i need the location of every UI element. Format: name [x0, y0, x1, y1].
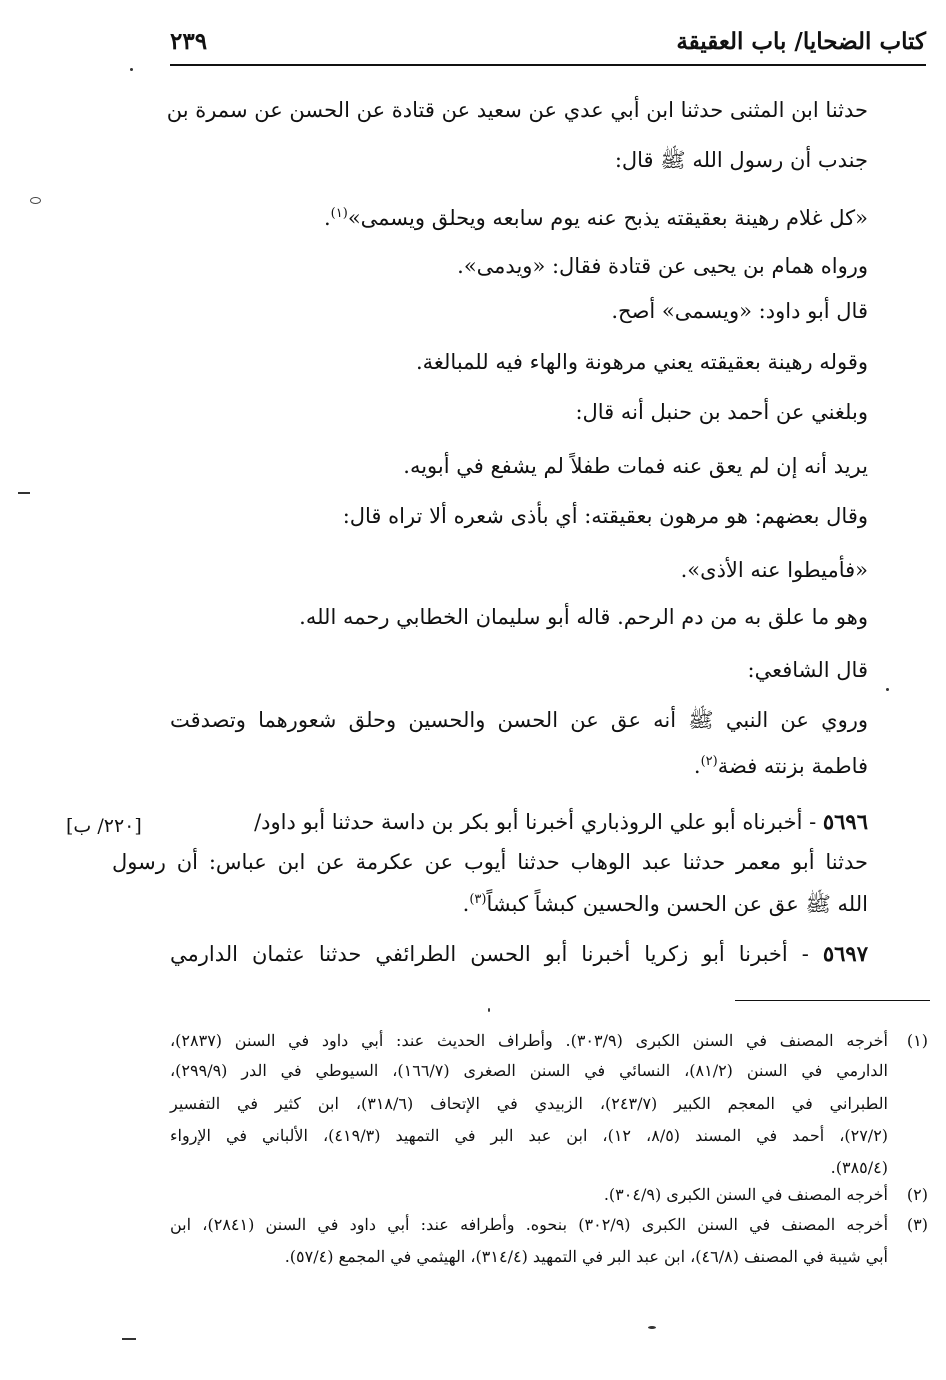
hadith-quote	[170, 200, 868, 232]
footnote-ref: (٢)	[700, 754, 718, 769]
footnote-ref: (٣)	[469, 892, 487, 907]
text-line: يريد أنه إن لم يعق عنه فمات طفلاً لم يشفع في أبويه.	[403, 454, 868, 478]
footnote-text: أخرجه المصنف في السنن الكبرى (٣٠٢/٩) بنحوه. وأطرافه عند: أبي داود في السنن (٢٨٤١)، ابن	[170, 1215, 889, 1234]
scan-speck	[886, 688, 889, 691]
text-line: قال الشافعي:	[747, 658, 868, 682]
footnote-text: (٢٧/٢)، أحمد في المسند (٨/٥، ١٢)، ابن عبد البر في التمهيد (٤١٩/٣)، الألباني في الإرواء	[170, 1126, 889, 1145]
text-line: وقال بعضهم: هو مرهون بعقيقته: أي بأذى شعره ألا تراه قال:	[342, 504, 868, 528]
text-line: ورواه همام بن يحيى عن قتادة فقال: «ويدمى».	[457, 254, 868, 278]
scan-speck	[488, 1008, 490, 1012]
footnote-number: (٣)	[906, 1215, 928, 1234]
text-line: قال أبو داود: «ويسمى» أصح.	[611, 299, 868, 323]
quote-text: «كل غلام رهينة بعقيقته يذبح عنه يوم سابعه ويحلق ويسمى»	[347, 206, 868, 230]
footnote-text: أخرجه المصنف في السنن الكبرى (٣٠٤/٩).	[603, 1185, 888, 1204]
text-line: «فأميطوا عنه الأذى».	[680, 558, 868, 582]
scan-speck	[30, 197, 41, 204]
header-rule	[170, 64, 926, 66]
text-line: حدثنا أبو معمر حدثنا عبد الوهاب حدثنا أيوب عن عكرمة عن ابن عباس: أن رسول	[112, 850, 868, 874]
footnote-number: (١)	[906, 1031, 928, 1050]
footnote-text: الدارمي في السنن (٨١/٢)، النسائي في السنن الصغرى (١٦٦/٧)، السيوطي في الدر (٢٩٩/٩)،	[170, 1061, 889, 1080]
footnote-text: أخرجه المصنف في السنن الكبرى (٣٠٣/٩). وأطراف الحديث عند: أبي داود في السنن (٢٨٣٧)،	[170, 1031, 889, 1050]
hadith-5696	[185, 808, 868, 836]
page-number: ٢٣٩	[170, 28, 208, 55]
scan-speck	[122, 1338, 136, 1340]
running-title: كتاب الضحايا/ باب العقيقة	[676, 28, 926, 55]
text-line: وبلغني عن أحمد بن حنبل أنه قال:	[575, 400, 868, 424]
text-line	[170, 748, 868, 780]
scan-speck	[648, 1326, 656, 1329]
text-line: وهو ما علق به من دم الرحم. قاله أبو سليمان الخطابي رحمه الله.	[299, 605, 868, 629]
text-line	[112, 886, 868, 918]
line-text: - أخبرنا أبو زكريا أخبرنا أبو الحسن الطرائفي حدثنا عثمان الدارمي	[170, 942, 809, 966]
text-line: وقوله رهينة بعقيقته يعني مرهونة والهاء فيه للمبالغة.	[415, 350, 868, 374]
line-text: الله ﷺ عق عن الحسن والحسين كبشاً كبشاً	[486, 892, 868, 916]
footnote-separator	[735, 1000, 930, 1001]
footnote-ref: (١)	[330, 206, 348, 221]
scan-speck	[18, 492, 30, 494]
line-text: فاطمة بزنته فضة	[717, 754, 868, 778]
scan-speck	[130, 68, 133, 71]
text-line: حدثنا ابن المثنى حدثنا ابن أبي عدي عن سعيد عن قتادة عن الحسن عن سمرة بن	[166, 98, 868, 122]
period: .	[693, 754, 701, 778]
page-header	[170, 28, 926, 62]
line-text: - أخبرناه أبو علي الروذباري أخبرنا أبو بكر بن داسة حدثنا أبو داود/	[254, 810, 817, 834]
footnote-text: الطبراني في المعجم الكبير (٢٤٣/٧)، الزبيدي في الإتحاف (٣١٨/٦)، ابن كثير في التفسير	[170, 1094, 888, 1113]
period: .	[323, 206, 331, 230]
text-line: جندب أن رسول الله ﷺ قال:	[614, 148, 868, 172]
manuscript-folio-note: [٢٢٠/ ب]	[66, 815, 142, 837]
footnote-text: أبي شيبة في المصنف (٤٦/٨)، ابن عبد البر في التمهيد (٣١٤/٤)، الهيثمي في المجمع (٥٧/٤).	[284, 1247, 888, 1266]
hadith-number: ٥٦٩٧	[822, 941, 868, 966]
hadith-number: ٥٦٩٦	[822, 809, 868, 834]
footnote-number: (٢)	[906, 1185, 928, 1204]
text-line: وروي عن النبي ﷺ أنه عق عن الحسن والحسين وحلق شعورهما وتصدقت	[170, 708, 868, 732]
hadith-5697	[170, 940, 868, 968]
footnote-text: (٣٨٥/٤).	[830, 1158, 888, 1177]
period: .	[462, 892, 470, 916]
